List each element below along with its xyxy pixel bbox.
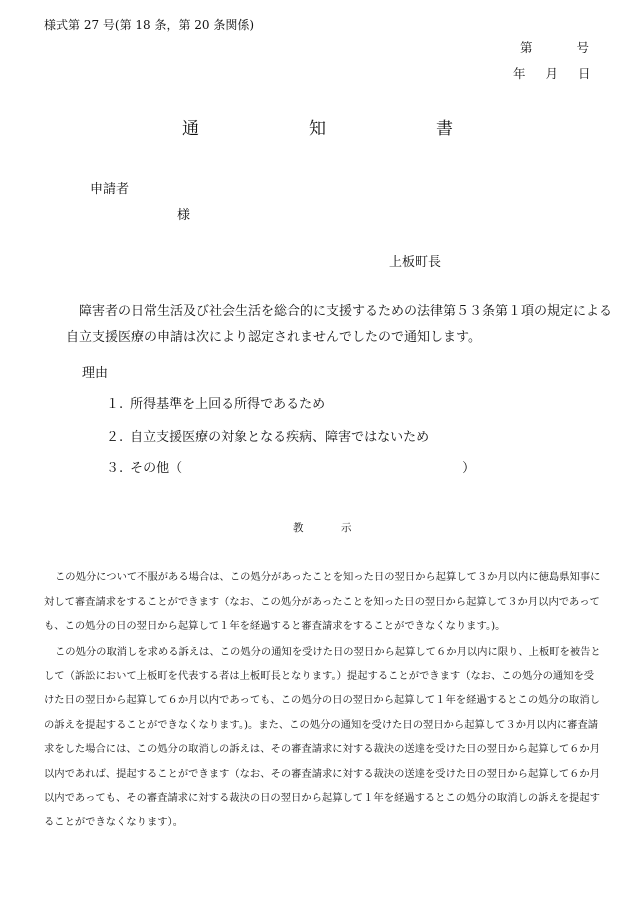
form-number: 様式第 27 号(第 18 条，第 20 条関係) <box>44 18 255 32</box>
reason-heading: 理由 <box>82 366 109 381</box>
reason-number: ３. <box>106 461 124 476</box>
instruction-heading-char-2: 示 <box>341 522 352 534</box>
reason-text: その他（ <box>130 461 183 476</box>
instruction-line: 以内であれば、提起することができます（なお、その審査請求に対する裁決の送達を受けた日の翌日から起算して６か月 <box>44 768 601 780</box>
title-char-2: 知 <box>309 119 326 139</box>
instruction-line: 以内であっても、その審査請求に対する裁決の日の翌日から起算して１年を経過するとこの処分の取消しの訴えを提起す <box>44 792 600 804</box>
honorific: 様 <box>177 208 191 223</box>
title-char-1: 通 <box>182 119 199 139</box>
reason-text: 所得基準を上回る所得であるため <box>130 397 326 412</box>
body-line-1: 障害者の日常生活及び社会生活を総合的に支援するための法律第５３条第１項の規定による <box>79 304 613 319</box>
applicant-label: 申請者 <box>90 182 130 197</box>
title-char-3: 書 <box>436 119 453 139</box>
instruction-line: 対して審査請求をすることができます（なお、この処分があったことを知った日の翌日から起算して３か月以内であって <box>44 596 600 608</box>
date-month: 月 <box>545 66 559 81</box>
instruction-line: この処分の取消しを求める訴えは、この処分の通知を受けた日の翌日から起算して６か月以内に限り、上板町を被告と <box>55 646 601 658</box>
reason-item-other <box>106 457 475 476</box>
reason-number: １. <box>106 397 124 412</box>
sender-name: 上板町長 <box>389 255 442 270</box>
reason-item <box>106 393 325 412</box>
number-prefix: 第 <box>520 40 533 55</box>
instruction-line: 求をした場合には、この処分の取消しの訴えは、その審査請求に対する裁決の送達を受けた日の翌日から起算して６か月 <box>44 743 601 755</box>
instruction-line: ることができなくなります）。 <box>44 816 184 828</box>
date-line <box>513 64 591 82</box>
instruction-heading <box>0 520 630 536</box>
reason-item <box>106 426 429 445</box>
instruction-line: も、この処分の日の翌日から起算して１年を経過すると審査請求をすることができなくなります。)。 <box>44 620 506 632</box>
instruction-heading-char-1: 教 <box>293 522 304 534</box>
date-year: 年 <box>513 66 526 81</box>
instruction-line: この処分について不服がある場合は、この処分があったことを知った日の翌日から起算して３か月以内に徳島県知事に <box>55 571 601 583</box>
reason-number: ２. <box>106 430 124 445</box>
date-day: 日 <box>578 66 591 81</box>
instruction-line: の訴えを提起することができなくなります。)。また、この処分の通知を受けた日の翌日から起算して３か月以内に審査請 <box>44 719 599 731</box>
number-suffix: 号 <box>576 40 590 55</box>
document-number-line <box>520 38 589 56</box>
instruction-line: けた日の翌日から起算して６か月以内であっても、この処分の日の翌日から起算して１年を経過するとこの処分の取消し <box>44 694 600 706</box>
reason-text: 自立支援医療の対象となる疾病、障害ではないため <box>130 430 430 445</box>
body-line-2: 自立支援医療の申請は次により認定されませんでしたので通知します。 <box>66 330 481 345</box>
reason-close-paren: ） <box>462 461 476 476</box>
instruction-line: して（訴訟において上板町を代表する者は上板町長となります。）提起することができます（なお、この処分の通知を受 <box>44 670 595 682</box>
document-title <box>0 114 630 138</box>
